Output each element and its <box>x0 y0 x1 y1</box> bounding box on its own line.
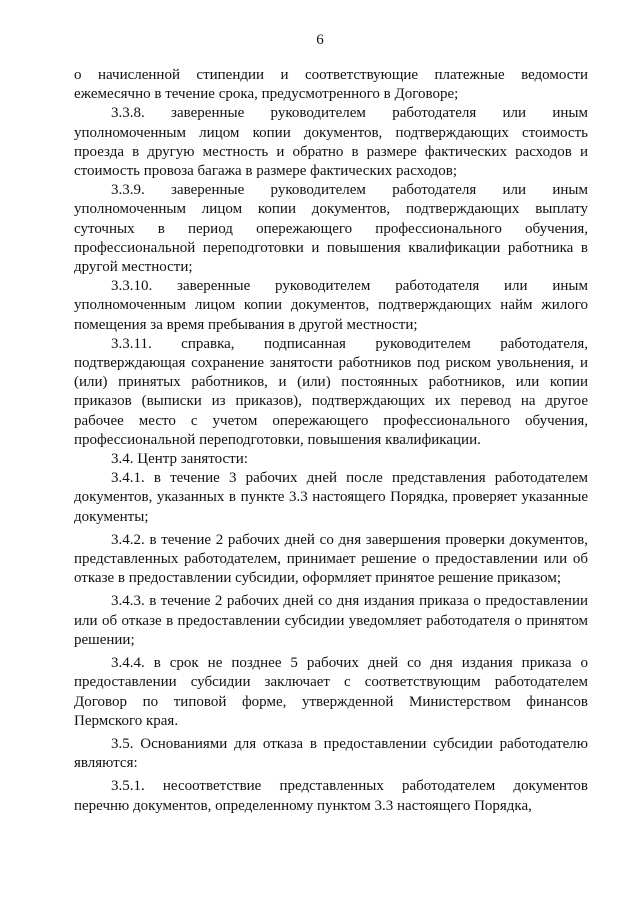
paragraph-3-3-8: 3.3.8. заверенные руководителем работодателя или иным уполномоченным лицом копии документов, подтверждающих стоимость проезда в другую местность и обратно в размере фактических расходов и стоимость провоза багажа в размере фактических расходов; <box>74 105 588 180</box>
paragraph-3-3-9: 3.3.9. заверенные руководителем работодателя или иным уполномоченным лицом копии документов, подтверждающих выплату суточных в период опережающего профессионального обучения, профессиональной переподготовки и повышения квалификации работника в другой местности; <box>74 182 588 276</box>
paragraph-3-4: 3.4. Центр занятости: <box>111 451 248 468</box>
paragraph-3-3-10: 3.3.10. заверенные руководителем работодателя или иным уполномоченным лицом копии документов, подтверждающих найм жилого помещения за время пребывания в другой местности; <box>74 278 588 333</box>
paragraph-3-5: 3.5. Основаниями для отказа в предоставлении субсидии работодателю являются: <box>74 735 588 772</box>
document-body <box>74 66 588 816</box>
paragraph-3-3-11: 3.3.11. справка, подписанная руководителем работодателя, подтверждающая сохранение занятости работников под риском увольнения, и (или) принятых работников, и (или) постоянных работников, или копии приказов (выписки из приказов), подтверждающих их перевод на другое рабочее место с учетом опережающего профессионального обучения, профессиональной переподготовки, повышения квалификации. <box>74 335 588 448</box>
page-number: 6 <box>316 32 324 48</box>
paragraph-3-4-1: 3.4.1. в течение 3 рабочих дней после представления работодателем документов, указанных в пункте 3.3 настоящего Порядка, проверяет указанные документы; <box>74 470 588 525</box>
paragraph-3-4-2: 3.4.2. в течение 2 рабочих дней со дня завершения проверки документов, представленных работодателем, принимает решение о предоставлении или об отказе в предоставлении субсидии, оформляет принятое решение приказом; <box>74 531 588 587</box>
paragraph-3-5-1: 3.5.1. несоответствие представленных работодателем документов перечню документов, определенному пунктом 3.3 настоящего Порядка, <box>74 778 588 814</box>
paragraph-continuation: о начисленной стипендии и соответствующие платежные ведомости ежемесячно в течение срока, предусмотренного в Договоре; <box>74 67 588 103</box>
paragraph-3-4-3: 3.4.3. в течение 2 рабочих дней со дня издания приказа о предоставлении или об отказе в предоставлении субсидии уведомляет работодателя о принятом решении; <box>74 593 588 648</box>
paragraph-3-4-4: 3.4.4. в срок не позднее 5 рабочих дней со дня издания приказа о предоставлении субсидии заключает с соответствующим работодателем Договор по типовой форме, утвержденной Министерством финансов Пермского края. <box>74 655 588 729</box>
